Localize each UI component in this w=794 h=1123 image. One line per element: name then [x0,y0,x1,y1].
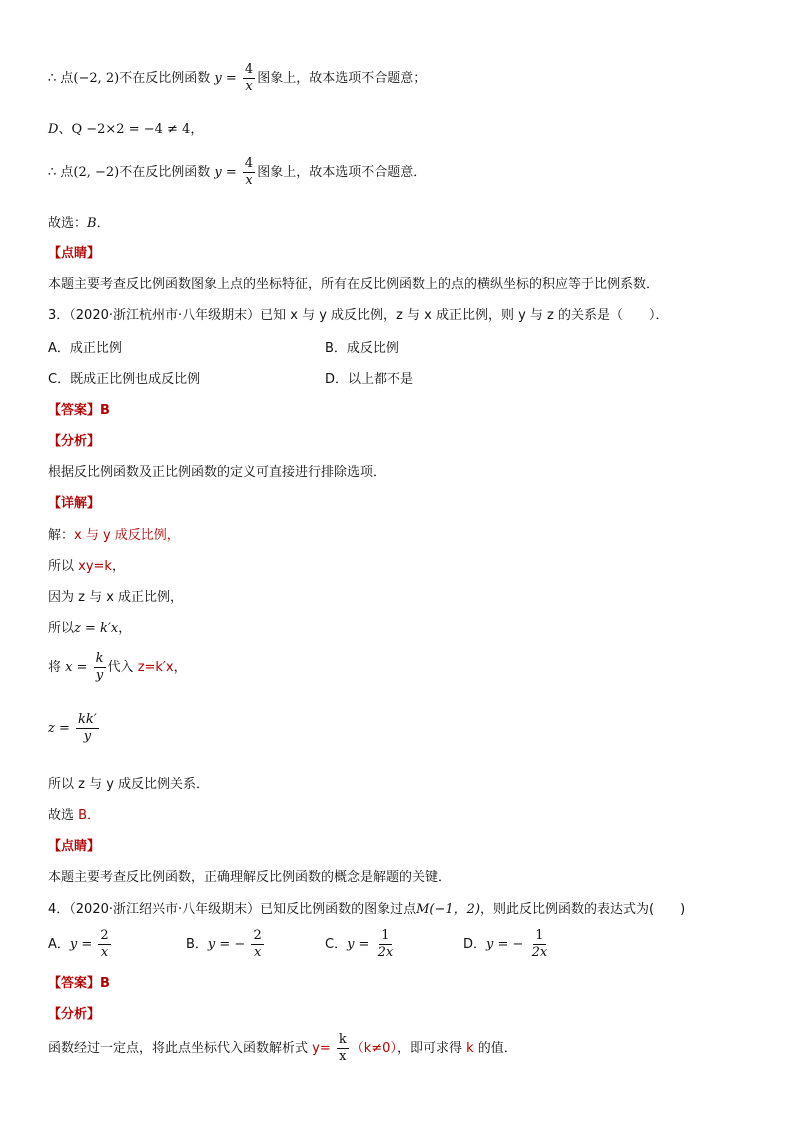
fraction-denominator: x [100,945,109,960]
line-4 [48,212,110,231]
math-y-eq: y = [347,937,370,952]
math-x-eq: x = [65,660,88,675]
fraction-k-over-x [337,1032,349,1065]
step-prefix: 将 [48,660,62,675]
q3-step-8 [48,804,100,823]
step-prefix: 所以 [48,621,75,636]
analysis-red-text: y= [312,1041,331,1056]
option-label: D． [463,937,487,952]
q3-option-c: C．既成正比例也成反比例 [48,372,201,387]
math-expression: Q −2×2 = −4 ≠ 4 [71,122,191,137]
option-label: B． [186,937,208,952]
answer-label: 【答案】 [48,403,101,418]
heading-dianjing: 【点睛】 [48,246,101,261]
point-coordinate: (−2, 2) [73,71,120,86]
analysis-red-text: k [466,1041,474,1056]
q4-option-a [48,928,113,961]
analysis-red-text: （k≠0） [350,1041,397,1056]
q3-answer [48,399,110,418]
q3-dianjing-text: 本题主要考查反比例函数，正确理解反比例函数的概念是解题的关键． [48,870,452,885]
line-suffix: 图象上，故本选项不合题意； [257,71,427,86]
fraction-denominator: 2x [531,945,548,960]
step-red-text: z=k′x [137,660,174,675]
stem-tail: ，则此反比例函数的表达式为( ) [480,902,686,917]
fraction-numerator: k [338,1032,347,1047]
line-suffix: 图象上，故本选项不合题意． [257,165,427,180]
q3-step-4 [48,617,131,636]
fraction-kk-over-y [76,712,99,745]
math-y-eq: y = [214,71,237,86]
step-prefix: 故选 [48,808,79,823]
q4-option-c [325,928,397,961]
option-fraction [530,928,550,961]
choose-text: 故选： [48,216,88,231]
step-red-text: B． [78,808,101,823]
fraction-denominator: y [83,729,92,744]
line-text: 不在反比例函数 [119,71,211,86]
math-y-eq: y = [214,165,237,180]
step-text: z 与 y 成反比例关系． [78,777,210,792]
step-tail: ， [111,559,125,574]
q3-option-d: D．以上都不是 [325,372,414,387]
option-label: A． [48,937,70,952]
q3-step-5 [48,651,187,684]
q3-option-b: B．成反比例 [325,341,399,356]
math-z-eq: z = [48,721,70,736]
q3-step-7 [48,773,209,792]
step-red-text: xy=k [78,559,112,574]
analysis-prefix: 函数经过一定点，将此点坐标代入函数解析式 [48,1041,313,1056]
q3-step-3 [48,586,183,605]
dianjing-text: 本题主要考查反比例函数图象上点的坐标特征，所有在反比例函数上的点的横纵坐标的积应等于比例系数． [48,277,660,292]
point-m: M(−1，2) [416,902,481,917]
q3-dianjing-heading: 【点睛】 [48,839,101,854]
fraction-denominator: x [253,945,262,960]
choose-answer: B [87,216,97,231]
answer-value: B [100,976,110,991]
option-label: C． [325,937,348,952]
step-prefix: 所以 [48,777,79,792]
separator: 、 [58,122,72,137]
line-text: 不在反比例函数 [119,165,211,180]
therefore-text: ∴ 点 [48,165,74,180]
fraction-k-over-y [94,651,106,684]
q3-option-a: A．成正比例 [48,341,122,356]
q3-analysis-heading: 【分析】 [48,434,101,449]
fraction-4-over-x [243,156,255,189]
fraction-denominator: x [339,1049,347,1064]
fraction-numerator: 2 [100,928,109,943]
q4-analysis-heading: 【分析】 [48,1007,101,1022]
line-3 [48,156,426,189]
math-expression: z = k′x [74,621,119,636]
math-y-eq: y = [69,937,93,952]
option-fraction [98,928,110,961]
q4-option-d [463,928,551,961]
q3-analysis-text: 根据反比例函数及正比例函数的定义可直接进行排除选项． [48,465,387,480]
q4-answer [48,972,110,991]
q3-step-6 [48,712,101,745]
line-2 [48,118,203,137]
fraction-denominator: y [95,668,104,683]
q3-step-2 [48,555,125,574]
fraction-numerator: 1 [381,928,390,943]
step-mid: 代入 [107,660,138,675]
q4-option-b [186,928,266,961]
fraction-4-over-x [243,62,255,95]
fraction-numerator: 4 [244,62,254,77]
line-tail: ， [190,122,204,137]
therefore-text: ∴ 点 [48,71,74,86]
answer-label: 【答案】 [48,976,101,991]
fraction-numerator: 4 [244,156,254,171]
option-fraction [251,928,263,961]
step-tail: ， [173,660,187,675]
analysis-tail: 的值． [473,1041,517,1056]
q3-detail-heading: 【详解】 [48,496,101,511]
math-y-eq: y = − [486,937,524,952]
fraction-numerator: 1 [535,928,544,943]
question-4-stem [48,898,685,917]
fraction-numerator: kk′ [78,712,97,727]
answer-value: B [100,403,110,418]
analysis-mid: ，即可求得 [396,1041,467,1056]
option-fraction [376,928,396,961]
math-y-eq: y = − [207,937,246,952]
option-d-label: D [48,122,59,137]
step-prefix: 所以 [48,559,79,574]
q4-analysis-text [48,1032,517,1065]
question-3-stem: 3．（2020·浙江杭州市·八年级期末）已知 x 与 y 成反比例，z 与 x 成正比例，则 y 与 z 的关系是（ ）． [48,308,669,323]
point-coordinate: (2, −2) [73,165,120,180]
stem-text: 4．（2020·浙江绍兴市·八年级期末）已知反比例函数的图象过点 [48,902,417,917]
fraction-denominator: x [245,79,253,94]
fraction-denominator: 2x [377,945,394,960]
q3-step-1 [48,524,180,543]
step-red-text: x 与 y 成反比例， [74,528,180,543]
step-tail: ， [118,621,132,636]
fraction-numerator: 2 [253,928,262,943]
step-prefix: 解： [48,528,75,543]
fraction-denominator: x [245,173,253,188]
step-prefix: 因为 [48,590,79,605]
line-1 [48,62,426,95]
fraction-numerator: k [95,651,104,666]
step-text: z 与 x 成正比例， [78,590,184,605]
line-tail: ． [96,216,110,231]
